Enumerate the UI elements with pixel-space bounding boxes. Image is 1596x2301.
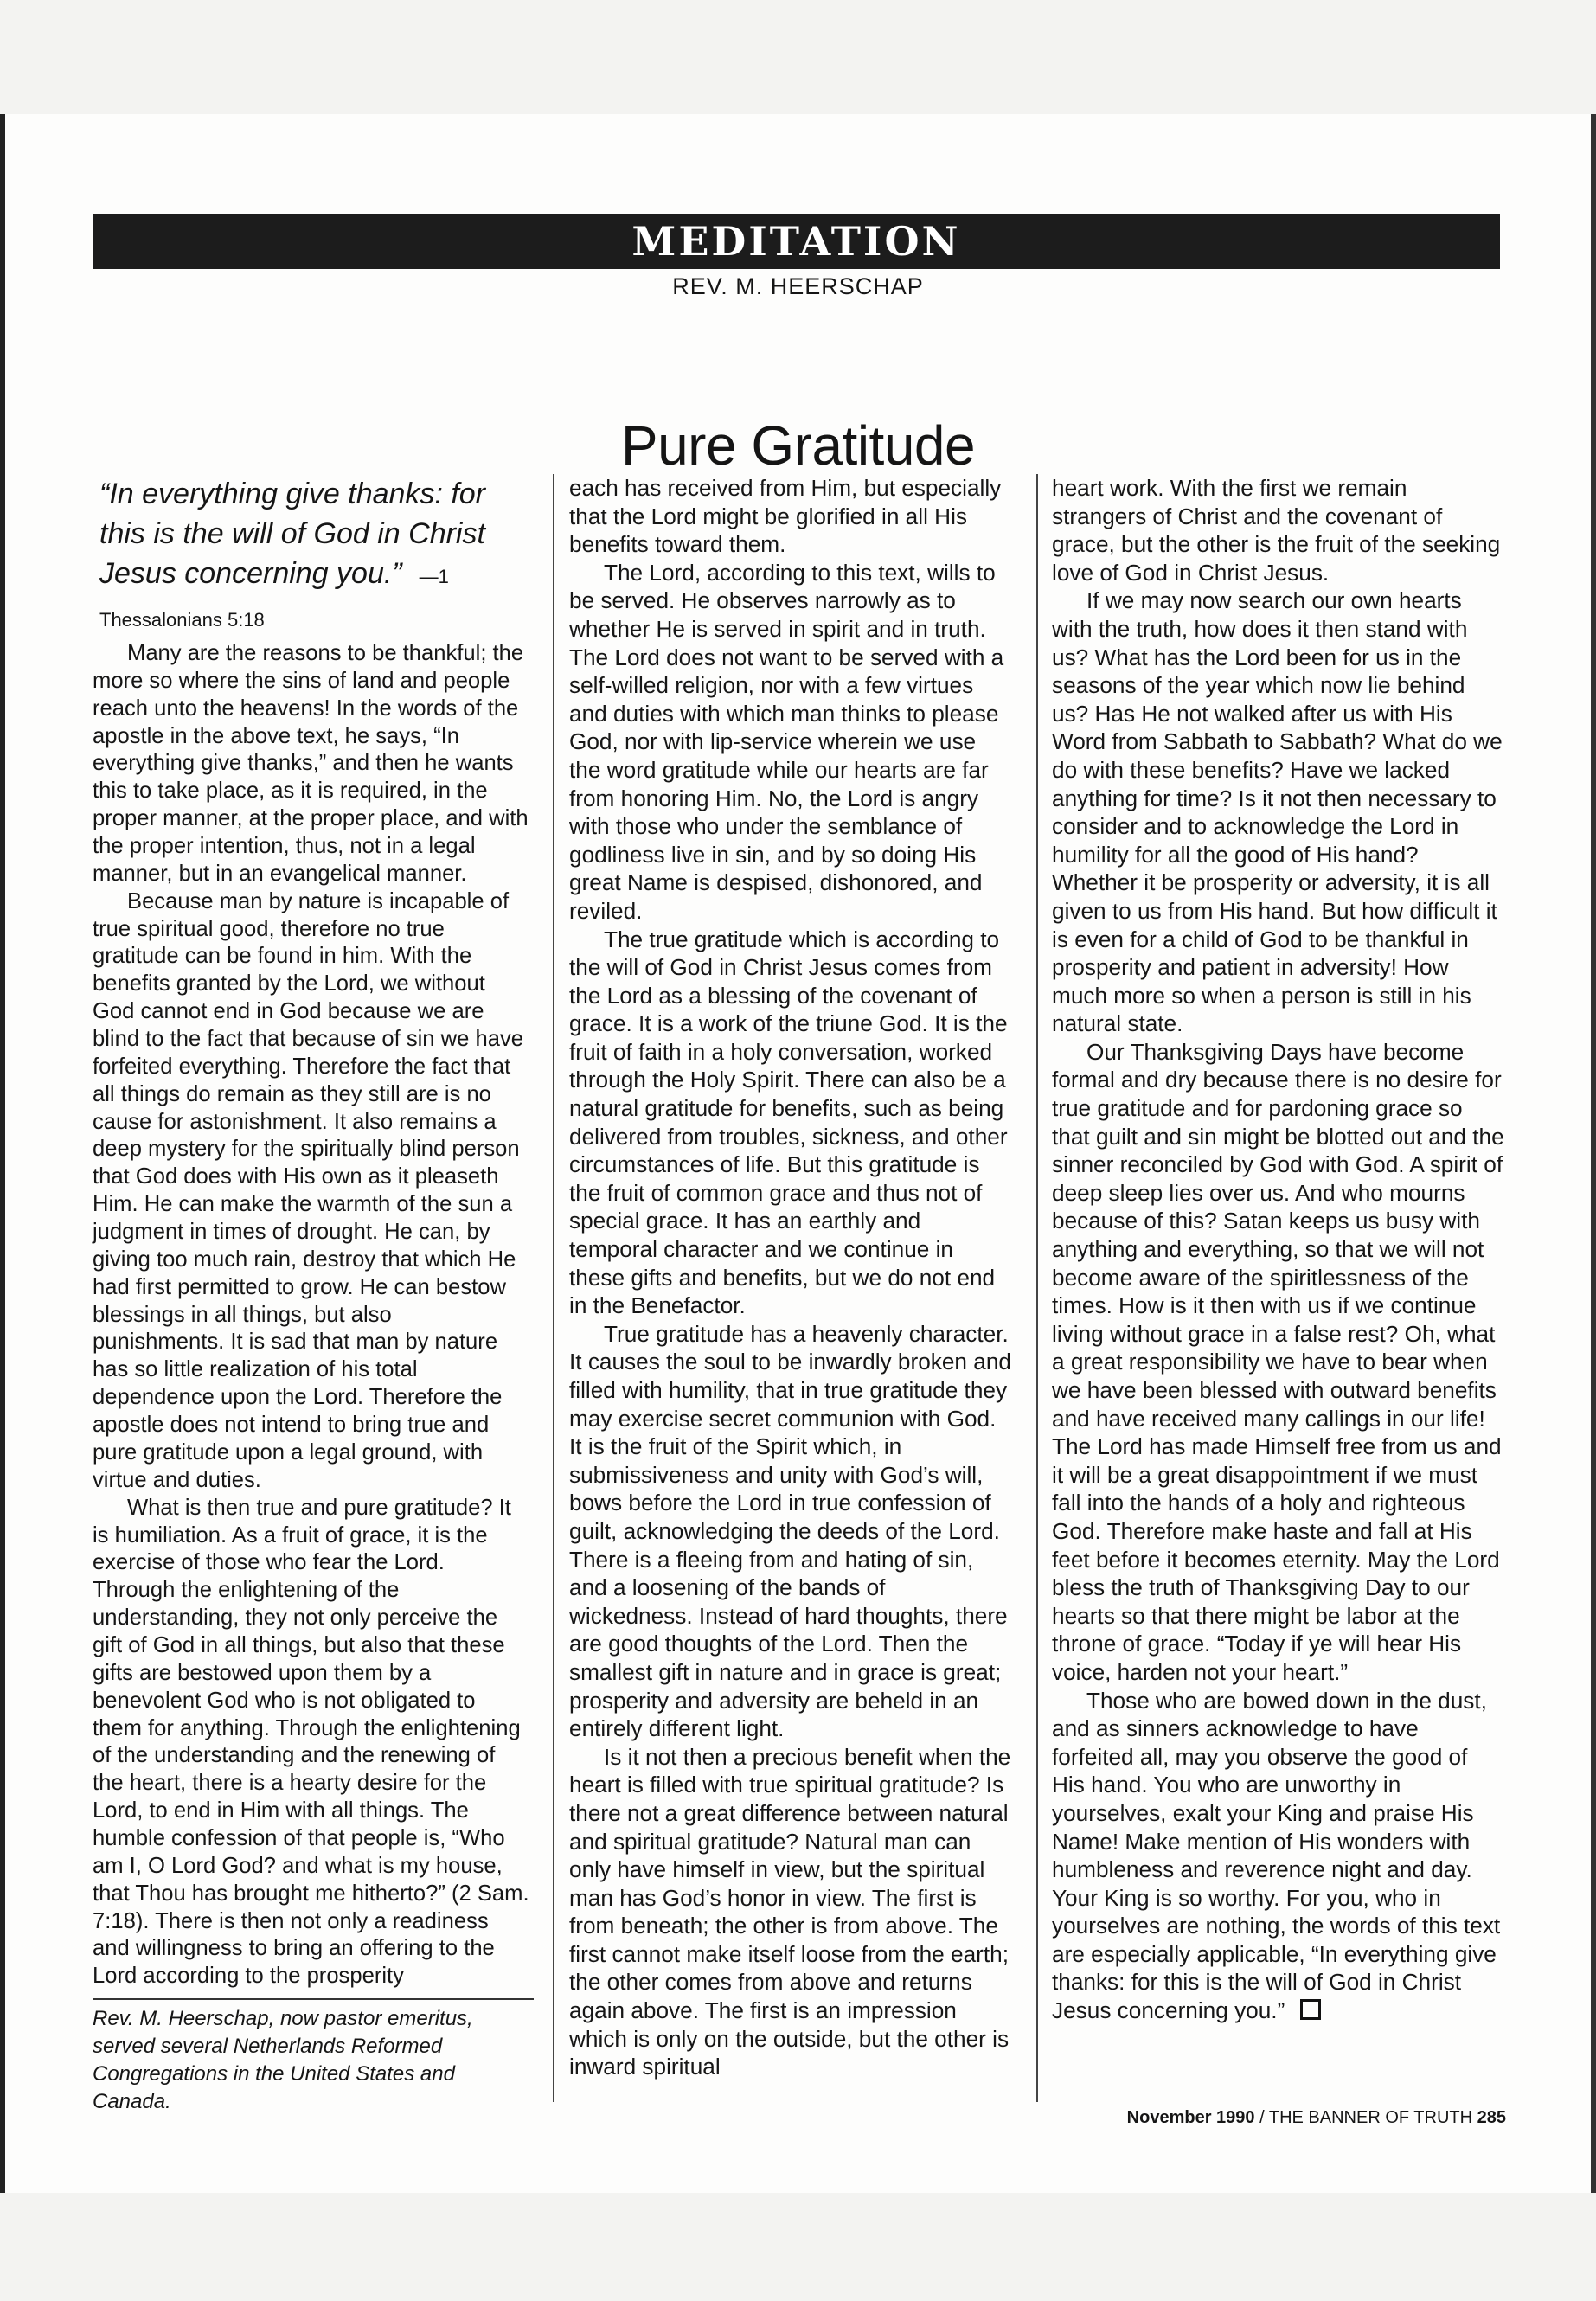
epigraph-text: “In everything give thanks: for this is the will of God in Christ Jesus concerning you.” (99, 478, 486, 590)
page-footer (1115, 2108, 1506, 2128)
bio-rule (93, 1998, 534, 2000)
epigraph (93, 474, 529, 640)
issue-date: November 1990 (1126, 2108, 1255, 2127)
page-bottom-margin (0, 2193, 1596, 2301)
publication-name: THE BANNER OF TRUTH (1268, 2108, 1473, 2127)
column-divider (1036, 474, 1038, 2102)
end-of-article-square-icon (1300, 1999, 1321, 2020)
paragraph: The Lord, according to this text, wills to be served. He observes narrowly as to whether He is served in spirit and in truth. The Lord does not want to be served with a self-willed religion, nor with a few virtues and duties with which man thinks to please God, nor with lip-service wherein we use the word gratitude while our hearts are far from honoring Him. No, the Lord is angry with those who under the semblance of godliness live in sin, and by so doing His great Name is despised, dishonored, and reviled. (569, 559, 1004, 924)
paragraph-last (1052, 1687, 1506, 2025)
paragraph: Our Thanksgiving Days have become formal and dry because there is no desire for true gratitude and for pardoning grace so that guilt and sin might be blotted out and the sinner reconciled by God with God. A spirit of deep sleep lies over us. And who mourns because of this? Satan keeps us busy with anything and everything, so that we will not become aware of the spiritlessness of the times. How is it then with us if we continue living without grace in a false rest? Oh, what a great responsibility we have to bear when we have been blessed with outward benefits and have received many callings in our life! The Lord has made Himself free from us and it will be a great disappointment if we must fall into the hands of a holy and righteous God. Therefore make haste and fall at His feet before it becomes eternity. May the Lord bless the truth of Thanksgiving Day to our hearts so that there might be labor at the throne of grace. “Today if ye will hear His voice, harden not your heart.” (1052, 1038, 1504, 1685)
column-3 (1052, 474, 1506, 2025)
paragraph: The true gratitude which is according to the will of God in Christ Jesus comes from the Lord as a blessing of the covenant of grace. It is a work of the triune God. It is the fruit of faith in a holy conversation, worked through the Holy Spirit. There can also be a natural gratitude for benefits, such as being delivered from troubles, sickness, and other circumstances of life. But this gratitude is the fruit of common grace and thus not of special grace. It has an earthly and temporal character and we continue in these gifts and benefits, but we do not end in the Benefactor. (569, 926, 1008, 1319)
column-1 (93, 474, 529, 1990)
author-byline: REV. M. HEERSCHAP (672, 273, 924, 299)
footer-separator: / (1254, 2108, 1269, 2127)
paragraph: each has received from Him, but especially that the Lord might be glorified in all His benefits toward them. (569, 475, 1002, 558)
page-number: 285 (1477, 2108, 1506, 2127)
paragraph: If we may now search our own hearts with the truth, how does it then stand with us? What has the Lord been for us in the seasons of the year which now lie behind us? Has He not walked after us with His Word from Sabbath to Sabbath? What do we do with these benefits? Have we lacked anything for time? Is it not then necessary to consider and to acknowledge the Lord in humility for all the good of His hand? Whether it be prosperity or adversity, it is all given to us from His hand. But how difficult it is even for a child of God to be thankful in prosperity and patient in adversity! How much more so when a person is still in his natural state. (1052, 587, 1503, 1037)
article-title: Pure Gratitude (620, 414, 976, 477)
page-top-margin (0, 0, 1596, 114)
paragraph: True gratitude has a heavenly character. It causes the soul to be inwardly broken and filled with humility, that in true gratitude they may exercise secret communion with God. It is the fruit of the Spirit which, in submissiveness and unity with God’s will, bows before the Lord in true confession of guilt, acknowledging the deeds of the Lord. There is a fleeing from and hating of sin, and a loosening of the bands of wickedness. Instead of hard thoughts, there are good thoughts of the Lord. Then the smallest gift in nature and in grace is great; prosperity and adversity are beheld in an entirely different light. (569, 1320, 1011, 1742)
column-2 (569, 474, 1013, 2081)
paragraph: Is it not then a precious benefit when the heart is filled with true spiritual gratitude? Is there not a great difference between natural and spiritual gratitude? Natural man can only have himself in view, but the spiritual man has God’s honor in view. The first is from beneath; the other is from above. The first cannot make itself loose from the earth; the other comes from above and returns again above. The first is an impression which is only on the outside, but the other is inward spiritual (569, 1743, 1011, 2080)
section-header-bar (93, 214, 1500, 269)
section-title: MEDITATION (631, 218, 961, 265)
paragraph: What is then true and pure gratitude? It is humiliation. As a fruit of grace, it is the exercise of those who fear the Lord. Through the enlightening of the understanding, they not only perceive the gift of God in all things, but also that these gifts are bestowed upon them by a benevolent God who is not obligated to them for anything. Through the enlightening of the understanding and the renewing of the heart, there is a hearty desire for the Lord, to end in Him with all things. The humble confession of that people is, “Who am I, O Lord God? and what is my house, that Thou has brought me hitherto?” (2 Sam. 7:18). There is then not only a readiness and willingness to bring an offering to the Lord according to the prosperity (93, 1495, 529, 1989)
paragraph: heart work. With the first we remain strangers of Christ and the covenant of grace, but the other is the fruit of the seeking love of God in Christ Jesus. (1052, 475, 1501, 586)
paragraph: Many are the reasons to be thankful; the more so where the sins of land and people reach unto the heavens! In the words of the apostle in the above text, he says, “In everything give thanks,” and then he wants this to take place, as it is required, in the proper manner, at the proper place, and with the proper intention, thus, not in a legal manner, but in an evangelical manner. (93, 641, 529, 886)
paragraph: Because man by nature is incapable of true spiritual good, therefore no true gratitude can be found in him. With the benefits granted by the Lord, we without God cannot end in God because we are blind to the fact that because of sin we have forfeited everything. Therefore the fact that all things do remain as they still are is no cause for astonishment. It also remains a deep mystery for the spiritually blind person that God does with His own as it pleaseth Him. He can make the warmth of the sun a judgment in times of drought. He can, by giving too much rain, destroy that which He had first permitted to grow. He can bestow blessings in all things, but also punishments. It is sad that man by nature has so little realization of his total dependence upon the Lord. Therefore the apostle does not intend to bring true and pure gratitude upon a legal ground, with virtue and duties. (93, 888, 523, 1492)
author-bio: Rev. M. Heerschap, now pastor emeritus, served several Netherlands Reformed Congregations in the United States and Canada. (93, 2007, 473, 2113)
epigraph-reference: —1 Thessalonians 5:18 (99, 566, 449, 631)
paragraph-text: Those who are bowed down in the dust, and as sinners acknowledge to have forfeited all, may you observe the good of His hand. You who are unworthy in yourselves, exalt your King and praise His Name! Make mention of His wonders with humbleness and reverence night and day. Your King is so worthy. For you, who in yourselves are nothing, the words of this text are especially applicable, “In everything give thanks: for this is the will of God in Christ Jesus concerning you.” (1052, 1687, 1501, 2024)
column-divider (553, 474, 554, 2102)
